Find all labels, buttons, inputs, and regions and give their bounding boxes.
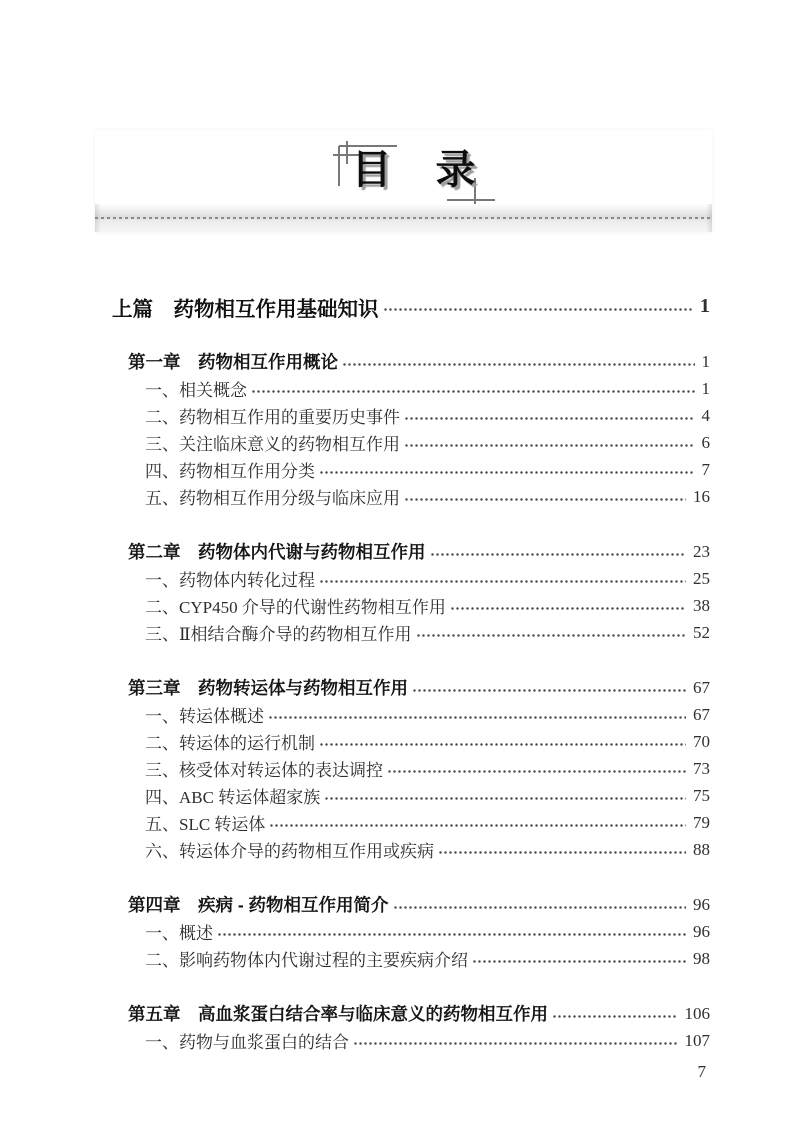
entry-label: 第四章 疾病 - 药物相互作用简介 (128, 895, 389, 915)
toc-item-row (112, 565, 710, 592)
dot-leader (251, 375, 695, 402)
toc-item-row (112, 375, 710, 402)
entry-page-number: 1 (701, 378, 710, 398)
crop-mark-icon (447, 199, 495, 201)
entry-label: 三、Ⅱ相结合酶介导的药物相互作用 (145, 625, 412, 644)
chapter-group (112, 891, 710, 972)
dot-leader (552, 1000, 678, 1027)
toc-chapter-row (112, 891, 710, 918)
dot-leader (430, 538, 687, 565)
toc-list (112, 293, 710, 1054)
toc-item-row (112, 836, 710, 863)
dot-leader (438, 836, 686, 863)
entry-label: 一、药物体内转化过程 (145, 571, 315, 590)
entry-page-number: 7 (701, 459, 710, 479)
entry-label: 第五章 高血浆蛋白结合率与临床意义的药物相互作用 (128, 1004, 548, 1024)
toc-item-row (112, 592, 710, 619)
dot-leader (342, 348, 695, 375)
entry-page-number: 70 (693, 731, 710, 751)
entry-label: 二、影响药物体内代谢过程的主要疾病介绍 (145, 951, 468, 970)
entry-label: 一、概述 (145, 924, 213, 943)
entry-page-number: 107 (684, 1030, 710, 1050)
dot-leader (383, 293, 693, 320)
dot-leader (353, 1027, 678, 1054)
dot-leader (416, 619, 686, 646)
entry-page-number: 96 (693, 894, 710, 914)
entry-page-number: 67 (693, 677, 710, 697)
entry-label: 一、相关概念 (145, 381, 247, 400)
dot-leader (450, 592, 686, 619)
entry-page-number: 1 (701, 351, 710, 371)
entry-page-number: 88 (693, 839, 710, 859)
toc-chapter-row (112, 348, 710, 375)
toc-item-row (112, 945, 710, 972)
dot-leader (319, 456, 695, 483)
dot-leader (319, 728, 686, 755)
entry-label: 上篇 药物相互作用基础知识 (112, 298, 379, 321)
entry-page-number: 96 (693, 921, 710, 941)
toc-item-row (112, 619, 710, 646)
toc-chapter-row (112, 538, 710, 565)
dot-leader (404, 402, 695, 429)
dot-leader (217, 918, 686, 945)
entry-page-number: 23 (693, 541, 710, 561)
page-title: 目 录 (351, 148, 478, 192)
toc-chapter-row (112, 674, 710, 701)
entry-page-number: 98 (693, 948, 710, 968)
dot-leader (404, 483, 686, 510)
entry-label: 二、药物相互作用的重要历史事件 (145, 408, 400, 427)
entry-page-number: 52 (693, 622, 710, 642)
entry-page-number: 6 (701, 432, 710, 452)
toc-item-row (112, 809, 710, 836)
entry-label: 二、转运体的运行机制 (145, 734, 315, 753)
dot-leader (404, 429, 695, 456)
entry-page-number: 67 (693, 704, 710, 724)
toc-item-row (112, 483, 710, 510)
folio-page-number: 7 (697, 1062, 706, 1081)
entry-label: 四、药物相互作用分类 (145, 462, 315, 481)
dot-leader (269, 809, 686, 836)
toc-chapter-row (112, 1000, 710, 1027)
entry-label: 三、关注临床意义的药物相互作用 (145, 435, 400, 454)
entry-label: 五、药物相互作用分级与临床应用 (145, 489, 400, 508)
toc-item-row (112, 402, 710, 429)
entry-page-number: 106 (684, 1003, 710, 1023)
dot-leader (387, 755, 686, 782)
dot-leader (319, 565, 686, 592)
toc-item-row (112, 701, 710, 728)
header-separator-band (95, 204, 712, 232)
entry-label: 三、核受体对转运体的表达调控 (145, 761, 383, 780)
entry-label: 五、SLC 转运体 (145, 815, 266, 834)
entry-label: 第一章 药物相互作用概论 (128, 352, 338, 372)
entry-page-number: 79 (693, 812, 710, 832)
entry-page-number: 73 (693, 758, 710, 778)
chapter-group (112, 1000, 710, 1054)
entry-label: 六、转运体介导的药物相互作用或疾病 (145, 842, 434, 861)
dot-leader (393, 891, 686, 918)
toc-item-row (112, 429, 710, 456)
toc-item-row (112, 755, 710, 782)
dot-leader (412, 674, 686, 701)
entry-page-number: 4 (701, 405, 710, 425)
toc-part-row (112, 293, 710, 320)
toc-item-row (112, 782, 710, 809)
entry-page-number: 75 (693, 785, 710, 805)
entry-page-number: 38 (693, 595, 710, 615)
toc-item-row (112, 728, 710, 755)
toc-item-row (112, 918, 710, 945)
toc-item-row (112, 456, 710, 483)
dot-leader (324, 782, 686, 809)
entry-label: 第二章 药物体内代谢与药物相互作用 (128, 542, 426, 562)
dot-leader (472, 945, 686, 972)
entry-page-number: 25 (693, 568, 710, 588)
entry-page-number: 16 (693, 486, 710, 506)
entry-label: 二、CYP450 介导的代谢性药物相互作用 (145, 598, 446, 617)
toc-header (95, 130, 712, 232)
dashed-rule (95, 217, 712, 219)
chapter-group (112, 348, 710, 510)
entry-label: 一、转运体概述 (145, 707, 264, 726)
entry-label: 四、ABC 转运体超家族 (145, 788, 321, 807)
chapter-group (112, 674, 710, 863)
entry-label: 一、药物与血浆蛋白的结合 (145, 1033, 349, 1052)
toc-item-row (112, 1027, 710, 1054)
chapter-group (112, 538, 710, 646)
entry-label: 第三章 药物转运体与药物相互作用 (128, 678, 408, 698)
dot-leader (268, 701, 686, 728)
entry-page-number: 1 (699, 295, 710, 317)
